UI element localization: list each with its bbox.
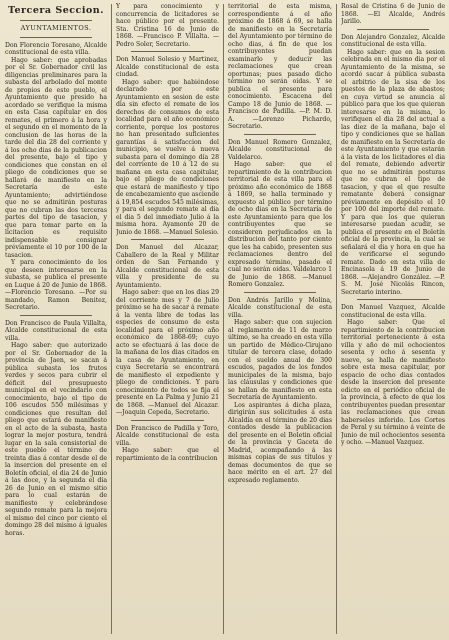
notice [341,304,445,447]
notice [5,42,107,312]
divider [244,134,317,135]
notice-paragraph: Hago saber: que habiéndose declarado por este Ayuntamiento en sesion de este dia sin efecto el remate de los derechos de consumos de esta localidad para el año económico corriente, porque los postores no han presentado suficientes garantías á satisfaccion del municipio, se vuelve á nueva subasta para el domingo día 28 del corriente de 10 á 12 de su mañana en esta casa capitular, bajo el pliego de condiciones que estará de manifiesto y tipo de encabezamiento que asciende á 19,854 escudos 545 milésimas, y para el segundo remate al dia el dia 5 del inmediato Julio á la misma hora. Ayamonte 20 de Junio de 1868. —Manuel Solesio. [116,78,219,236]
divider [20,315,91,316]
notice-paragraph: Don Manuel Solesio y Martinez, Alcalde constitucional de esta ciudad. [116,56,219,78]
section-subheading: AYUNTAMIENTOS. [20,24,92,32]
notice-paragraph: Don Francisco de Paula Villalta, Alcalde constitucional de esta villa. [5,319,107,342]
divider [20,37,91,38]
notice [116,244,219,417]
notice-paragraph: Don Manuel Vazquez, Alcalde constitucional de esta villa. [341,304,445,319]
divider [131,420,203,421]
notice-paragraph: Don Andrés Jarillo y Molina, Alcalde constitucional de esta villa. [228,296,332,319]
notice-paragraph: Los aspirantes á dicha plaza, dirigirán sus solicitudes á esta Alcaldía en el término de 20 dias contados desde la publicacion del presente en el Boletin oficial de la provincia y Gaceta de Madrid, acompañando á las mismas copias de sus títulos y demas documentos de que se hace mérito en el art. 27 del expresado reglamento. [228,401,332,484]
column-2 [116,3,219,635]
column-4 [341,3,445,635]
notice [5,320,107,538]
column-rule [336,4,337,634]
notice-paragraph: Hago saber: que autorizado por el Sr. Gobernador de la provincia de Jaen, se sacan á pública subasta los frutos verdes y secos para cubrir el déficit del presupuesto municipal en el vecindario con conocimiento, bajo el tipo de 106 escudos 550 milésimas y condiciones que resultan del pliego que estará de manifiesto en el acto de la subasta, hasta lograr la mejor postura, tendrá lugar en la sala consistorial de este pueblo el término de treinta dias á contar desde el de la insercion del presente en el Boletín oficial, el dia 24 de Junio á las doce, y la segunda el dia 26 de Junio en el mismo sitio para lo cual estarán de manifiesto y celebrándose segundo remate para la mejora el mismo del cinco por ciento el domingo 28 del mismo á iguales horas. [5,342,107,537]
notice-paragraph: Don Alejandro Gonzalez, Alcalde constitucional de esta villa. [341,33,445,48]
notice-paragraph: Hago saber: que con sujecion al reglamento de 11 de marzo último, se ha creado en esta villa un partido de Médico-Cirujano titular de tercera clase, dotado con el sueldo anual de 300 escudos, pagados de los fondos municipales de la misma, bajo las cláusulas y condiciones que se hallan de manifiesto en esta Secretaría de Ayuntamiento. [228,319,332,401]
notice [228,3,332,131]
notice-paragraph: Rosal de Cristina 6 de Junio de 1868. —El Alcalde, Andrés Jarillo. [341,3,445,25]
notice [116,425,219,463]
divider [244,292,317,293]
notice-paragraph: Hago saber: que aprobadas por el Sr. Gobernador civil las diligencias preliminares para la subasta del arbolado del monte de propios de este pueblo, el Ayuntamiento que presido ha acordado se verifique la misma en esta Casa capitular en dos remates, el primero á la hora y el segundo en el momento de la conclusion de las horas de la tarde del dia 28 del corriente y á los ocho dias de la publicacion del presente, bajo el tipo y condiciones que constan en el pliego de condiciones que se hallará de manifiesto en la Secretaría de este Ayuntamiento; advirtiéndose que no se admitirán posturas que no cubran las dos terceras partes del tipo de tasacion, y que para tomar parte en la licitacion es requisito indispensable consignar préviamente el 10 por 100 de la tasacion. [5,56,107,259]
column-3 [228,3,332,635]
divider [131,239,203,240]
notice-paragraph: Don Manuel del Alcazar, Caballero de la Real y Militar órden de San Fernando y Alcalde constitucional de esta villa y presidente de su Ayuntamiento. [116,244,219,289]
notice-paragraph: Hago saber: Que el repartimiento de la contribucion territorial perteneciente á esta villa y año de mil ochocientos sesenta y ocho á sesenta y nueve, se halla de manifiesto sobre esta mesa capitular, por espacio de ocho dias contados desde la insercion del presente edicto en el periódico oficial de la provincia, á efecto de que los contribuyentes puedan presentar las reclamaciones que crean haberseles inferido. Los Cortes de Peral y su término á veinte de Junio de mil ochocientos sesenta y ocho. —Manuel Vazquez. [341,319,445,446]
notice [116,3,219,48]
notice-paragraph: Hago saber: que en la sesion celebrada en el mismo dia por el Ayuntamiento de la misma, se acordó sacar á pública subasta el arbitrio de la sisa de los puestos de la plaza de abastos; en cuya virtud se anuncia al público para que los que quieran interesarse en la misma, lo verifiquen el dia 28 del actual a las diez de la mañana, bajo el tipo y condiciones que se hallan de manifiesto en la Secretaría de este Ayuntamiento y que estarán á la vista de los licitadores el dia del remate, debiendo advertir que no se admitirán posturas que no cubran el tipo de tasacion, y que el que resulte rematante deberá consignar préviamente en depósito el 10 por 100 del importe del remate. Y para que los que quieran interesarse puedan acudir, se publica el presente en el Boletín oficial de la provincia, la cual se señalará el dia y hora en que ha de verificarse el segundo remate. Dado en esta villa de Encinasola á 19 de Junio de 1868. —Alejandro González. —P. S. M. José Nicolás Rincon, Secretario interino. [341,48,445,296]
divider [20,20,91,21]
notice-paragraph: Don Manuel Romero Gonzalez, Alcalde constitucional de Valdelarco. [228,138,332,161]
notice-paragraph: Don Florencio Toresano, Alcalde constitucional de esta villa. [5,41,107,56]
notice-paragraph: Don Francisco de Padilla y Toro, Alcalde constitucional de esta villa. [116,424,219,447]
notice-paragraph: Y para conocimiento de los que deseen interesarse en la subasta, se publica el presente en Luque á 20 de Junio de 1868. —Florencio Toresano. —Por su mandado, Ramon Benitez, Secretario. [5,259,107,311]
column-rule [111,4,112,634]
divider [357,299,430,300]
notice-paragraph: Hago saber: que el repartimiento de la contribucion territorial de esta villa para el próximo año económico de 1868 á 1869, se halla terminado y expuesto al público por término de ocho dias en la Secretaría de este Ayuntamiento para que los contribuyentes que se consideren perjudicados en la distribucion del tanto por ciento que les ha cabido, presenten sus reclamaciones dentro del expresado término, pasado el cual no serán oidas. Valdelarco 1 de Junio de 1868. —Manuel Romero Gonzalez. [228,161,332,288]
notice [228,297,332,485]
notice [341,34,445,297]
notice-paragraph: territorial de esta misma, correspondiente á el año próximo de 1868 á 69, se halla de manifiesto en la Secretaría del Ayuntamiento por término de ocho dias, á fin de que los contribuyentes puedan examinarlo y deducir las reclamaciones que crean oportunas; pues pasado dicho término no serán oidas. Y se publica el presente para conocimiento. Escacena del Campo 18 de Junio de 1868. —Francisco de Padilla. —P. M. D. A. —Lorenzo Pichardo, Secretario. [228,3,332,130]
divider [131,51,203,52]
notice [341,3,445,26]
section-title: Tercera Seccion. [8,5,104,16]
column-rule [223,4,224,634]
notice-paragraph: Y para conocimiento y concurrencia de licitadores se hace público por el presente. Sta. Cristina 16 de Junio de 1868. —Francisco P. Villalta. —Pedro Soler, Secretario. [116,3,219,48]
column-1 [5,3,107,635]
notice [228,139,332,289]
notice [116,56,219,236]
notice-paragraph: Hago saber: que en los dias 29 del corriente mes y 7 de Julio próximo se ha de sacar á remate á la venta libre de todas las especies de consumo de esta localidad para el próximo año económico de 1868-69; cuyo acto se efectuará á las doce de la mañana de los dias citados en la casa de Ayuntamiento, en cuya Secretaría se encontrará de manifiesto el expediente y pliego de condiciones. Y para conocimiento de todos se fija el presente en La Palma y Junio 21 de 1868. —Manuel del Alcazar. —Joaquin Cepeda, Secretario. [116,289,219,416]
notice-paragraph: Hago saber: que el repartimiento de la contribucion [116,447,219,462]
divider [357,29,430,30]
